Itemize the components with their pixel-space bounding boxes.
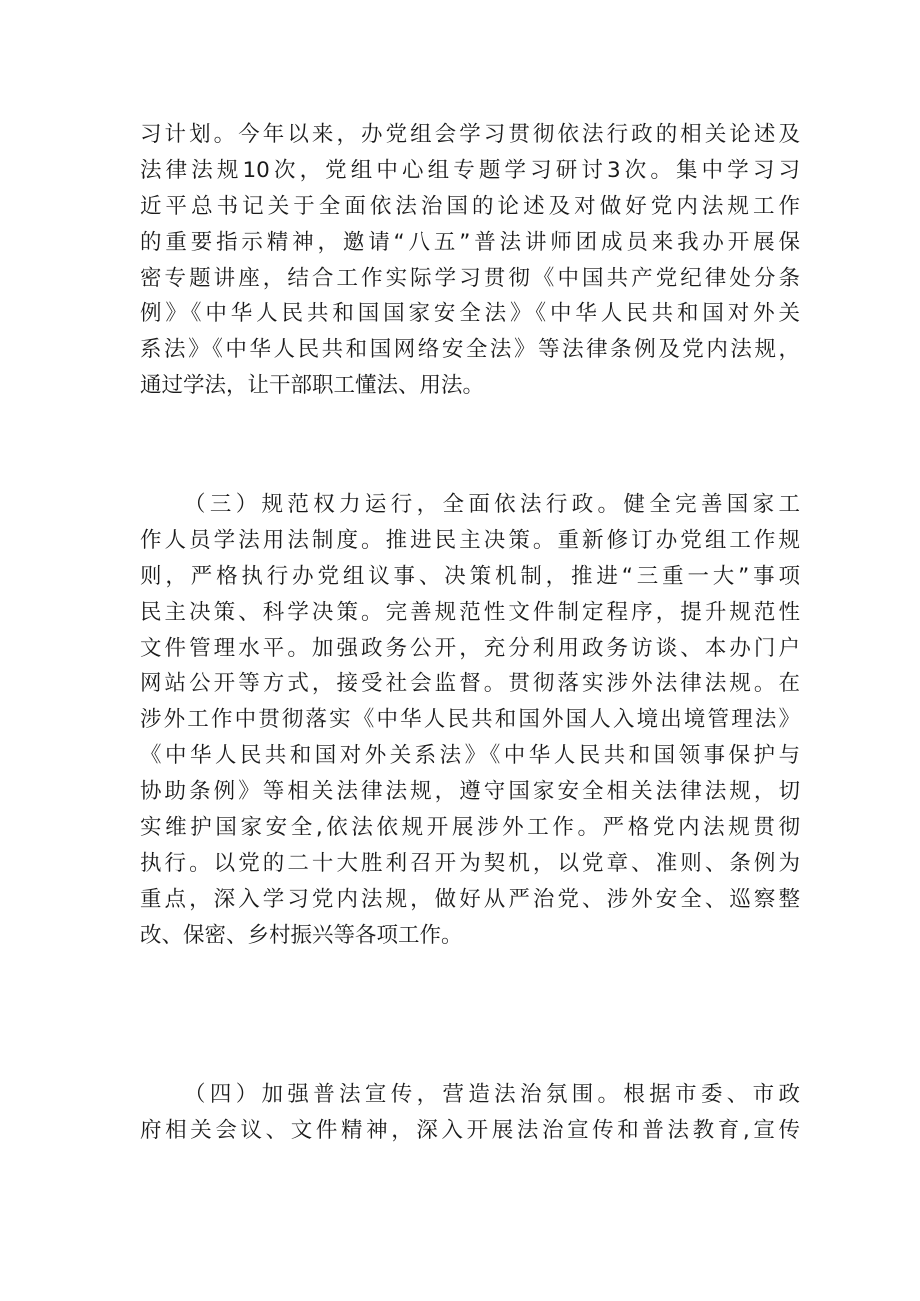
section-heading-line: （三）规范权力运行，全面依法行政。健全完善国家工 [184, 492, 800, 517]
text-line: 习计划。今年以来，办党组会学习贯彻依法行政的相关论述及 [140, 122, 800, 147]
text-line: 法律法规10次，党组中心组专题学习研讨3次。集中学习习 [140, 157, 800, 183]
text-line: 协助条例》等相关法律法规，遵守国家安全相关法律法规，切 [140, 779, 800, 805]
text-line: 通过学法，让干部职工懂法、用法。 [140, 373, 485, 399]
text-line: 民主决策、科学决策。完善规范性文件制定程序，提升规范性 [140, 599, 800, 625]
paragraph-study-plan [140, 117, 800, 404]
text-line: 涉外工作中贯彻落实《中华人民共和国外国人入境出境管理法》 [140, 707, 800, 733]
text-line: 网站公开等方式，接受社会监督。贯彻落实涉外法律法规。在 [140, 671, 800, 697]
text-line: 改、保密、乡村振兴等各项工作。 [140, 922, 463, 948]
text-line: 密专题讲座，结合工作实际学习贯彻《中国共产党纪律处分条 [140, 265, 800, 291]
text-line: 实维护国家安全,依法依规开展涉外工作。严格党内法规贯彻 [140, 815, 800, 841]
text-line: 近平总书记关于全面依法治国的论述及对做好党内法规工作 [140, 193, 800, 219]
text-line: 则，严格执行办党组议事、决策机制，推进“三重一大”事项 [140, 563, 800, 589]
section-heading-line: （四）加强普法宣传，营造法治氛围。根据市委、市政 [184, 1082, 800, 1107]
text-line: 的重要指示精神，邀请“八五”普法讲师团成员来我办开展保 [140, 229, 800, 255]
text-line: 重点，深入学习党内法规，做好从严治党、涉外安全、巡察整 [140, 886, 800, 912]
text-line: 执行。以党的二十大胜利召开为契机，以党章、准则、条例为 [140, 850, 800, 876]
text-line: 《中华人民共和国对外关系法》《中华人民共和国领事保护与 [140, 743, 800, 769]
text-line: 系法》《中华人民共和国网络安全法》等法律条例及党内法规， [140, 337, 800, 363]
paragraph-section-three [140, 487, 800, 954]
paragraph-section-four [140, 1077, 800, 1149]
text-line: 府相关会议、文件精神，深入开展法治宣传和普法教育,宣传 [140, 1117, 800, 1143]
text-line: 文件管理水平。加强政务公开，充分利用政务访谈、本办门户 [140, 635, 800, 661]
text-line: 作人员学法用法制度。推进民主决策。重新修订办党组工作规 [140, 527, 800, 553]
text-line: 例》《中华人民共和国国家安全法》《中华人民共和国对外关 [140, 301, 800, 327]
